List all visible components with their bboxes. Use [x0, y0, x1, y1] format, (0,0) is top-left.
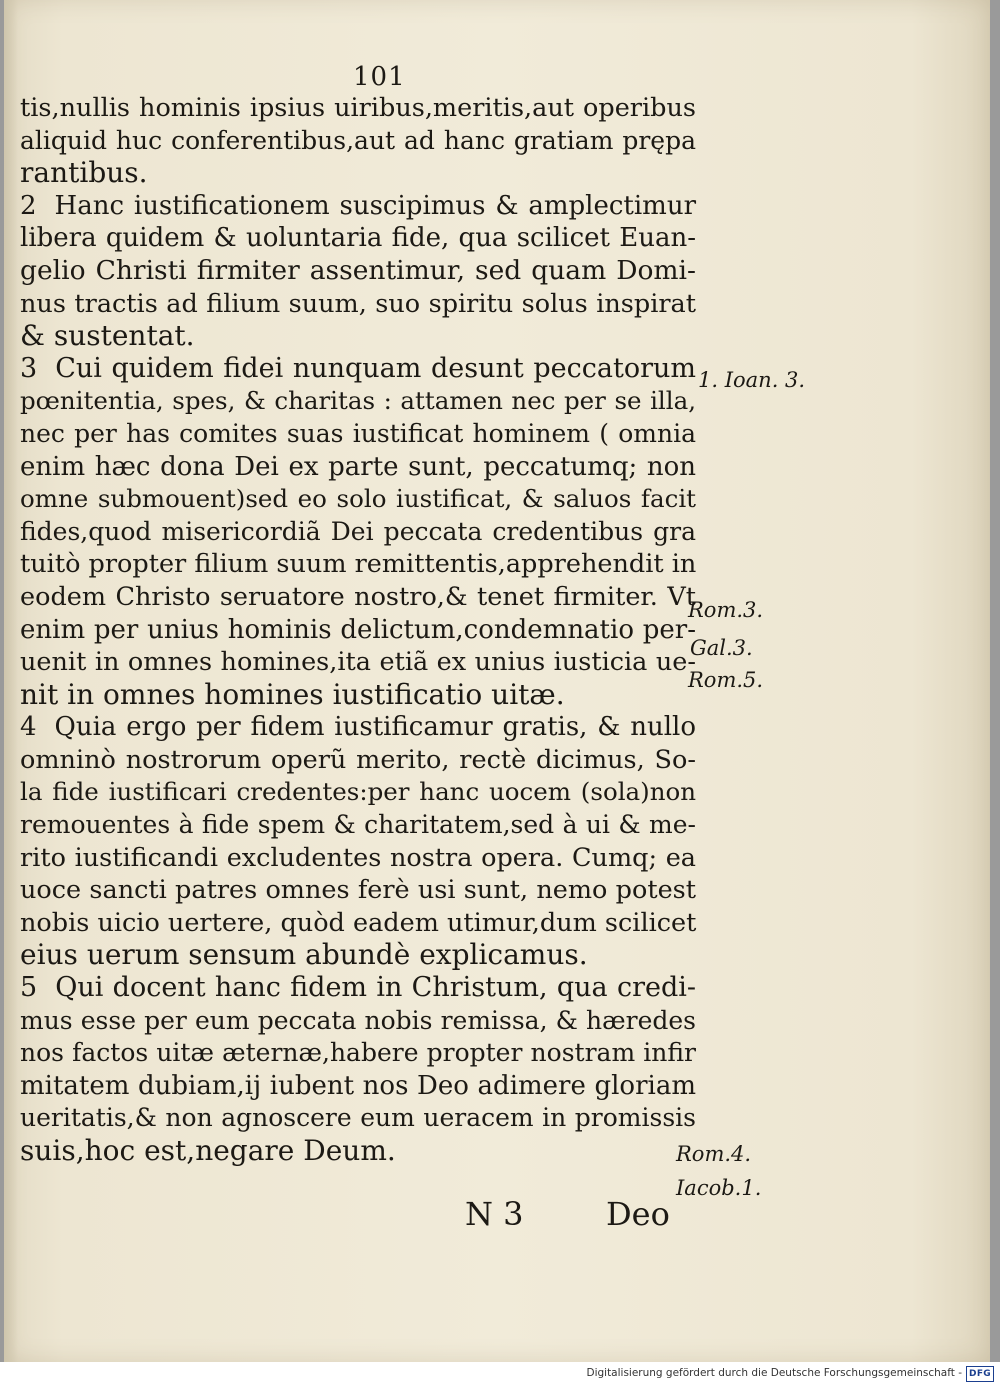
line-text: ueritatis,& non agnoscere eum ueracem in promissis — [20, 1103, 696, 1133]
line-text: & sustentat. — [20, 319, 195, 353]
line-text: gelio Christi firmiter assentimur, sed quam Domi- — [20, 254, 696, 286]
text-line — [20, 809, 696, 842]
line-text: nus tractis ad filium suum, suo spiritu solus inspirat — [20, 288, 696, 319]
text-line — [20, 1005, 696, 1038]
footer-bar — [0, 1362, 1000, 1385]
line-text: mus esse per eum peccata nobis remissa, & hæredes — [20, 1005, 696, 1035]
line-text: nobis uicio uertere, quòd eadem utimur,dum scilicet — [20, 907, 697, 938]
line-text: Quia ergo per fidem iustificamur gratis, & nullo — [54, 712, 696, 743]
text-line — [20, 1102, 696, 1135]
marginal-note: Rom.4. — [676, 1142, 752, 1166]
line-text: la fide iustificari credentes:per hanc uocem (sola)non — [20, 777, 696, 807]
line-text: nos factos uitæ æternæ,habere propter nostram infir — [20, 1038, 696, 1068]
line-text: rito iustificandi excludentes nostra opera. Cumq; ea — [20, 842, 696, 873]
text-line — [20, 353, 696, 386]
text-line — [20, 1037, 696, 1070]
paragraph-number: 2 — [20, 190, 37, 221]
line-text: uoce sancti patres omnes ferè usi sunt, nemo potest — [20, 875, 696, 906]
paragraph-number: 3 — [20, 352, 38, 384]
line-text: libera quidem & uoluntaria fide, qua scilicet Euan- — [20, 223, 696, 254]
line-text: suis,hoc est,negare Deum. — [20, 1134, 396, 1167]
funding-credit: Digitalisierung gefördert durch die Deutsche Forschungsgemeinschaft - — [586, 1367, 962, 1379]
text-line — [20, 92, 696, 125]
line-text: nit in omnes homines iustificatio uitæ. — [20, 677, 565, 711]
paragraph-number: 4 — [20, 712, 37, 743]
text-line — [20, 320, 696, 353]
line-text: eodem Christo seruatore nostro,& tenet firmiter. Vt — [20, 581, 696, 612]
dfg-logo: DFG — [966, 1366, 994, 1382]
line-text: Qui docent hanc fidem in Christum, qua credi- — [55, 972, 696, 1004]
marginal-note: Rom.5. — [688, 668, 764, 692]
text-line — [20, 125, 696, 158]
text-line — [20, 255, 696, 288]
text-line — [20, 874, 696, 907]
text-line — [20, 614, 696, 647]
paragraph-number: 5 — [20, 972, 38, 1004]
marginal-note: Iacob.1. — [676, 1176, 762, 1200]
line-text: enim hæc dona Dei ex parte sunt, peccatumq; non — [20, 451, 696, 482]
text-line — [20, 679, 696, 712]
line-text: tuitò propter filium suum remittentis,apprehendit in — [20, 549, 697, 580]
marginal-note: Gal.3. — [690, 636, 753, 660]
line-text: pœnitentia, spes, & charitas : attamen nec per se illa, — [20, 386, 696, 416]
text-line — [20, 288, 696, 321]
line-text: Hanc iustificationem suscipimus & amplectimur — [54, 190, 696, 221]
line-text: aliquid huc conferentibus,aut ad hanc gratiam prępa — [20, 125, 696, 155]
line-text: eius uerum sensum abundè explicamus. — [20, 938, 588, 972]
text-line — [20, 972, 696, 1005]
text-line — [20, 483, 696, 516]
text-line — [20, 385, 696, 418]
signature-mark: N 3 — [465, 1195, 524, 1233]
line-text: omninò nostrorum operũ merito, rectè dicimus, So- — [20, 744, 696, 775]
text-line — [20, 711, 696, 744]
line-text: nec per has comites suas iustificat hominem ( omnia — [20, 418, 696, 448]
line-text: fides,quod misericordiã Dei peccata credentibus gra — [20, 516, 696, 546]
body-text — [20, 92, 696, 1168]
text-line — [20, 1070, 696, 1103]
text-line — [20, 418, 696, 451]
text-line — [20, 939, 696, 972]
text-line — [20, 744, 696, 777]
text-line — [20, 451, 696, 484]
text-line — [20, 646, 696, 679]
text-line — [20, 222, 696, 255]
text-line — [20, 1135, 696, 1168]
text-line — [20, 157, 696, 190]
text-line — [20, 516, 696, 549]
line-text: rantibus. — [20, 156, 148, 190]
text-line — [20, 776, 696, 809]
page-number: 101 — [353, 62, 406, 92]
marginal-note: 1. Ioan. 3. — [698, 368, 806, 392]
catchword: Deo — [606, 1195, 670, 1233]
line-text: uenit in omnes homines,ita etiã ex unius iusticia ue- — [20, 647, 696, 678]
page-edge — [4, 0, 18, 1362]
line-text: remouentes à fide spem & charitatem,sed à ui & me- — [20, 810, 696, 840]
line-text: enim per unius hominis delictum,condemnatio per- — [20, 614, 696, 645]
text-line — [20, 548, 696, 581]
text-line — [20, 842, 696, 875]
line-text: mitatem dubiam,ij iubent nos Deo adimere gloriam — [20, 1070, 696, 1101]
text-line — [20, 907, 696, 940]
line-text: omne submouent)sed eo solo iustificat, & saluos facit — [20, 484, 696, 514]
line-text: Cui quidem fidei nunquam desunt peccatorum — [55, 352, 696, 384]
text-line — [20, 581, 696, 614]
line-text: tis,nullis hominis ipsius uiribus,meritis,aut operibus — [20, 93, 696, 123]
marginal-note: Rom.3. — [688, 598, 764, 622]
text-line — [20, 190, 696, 223]
